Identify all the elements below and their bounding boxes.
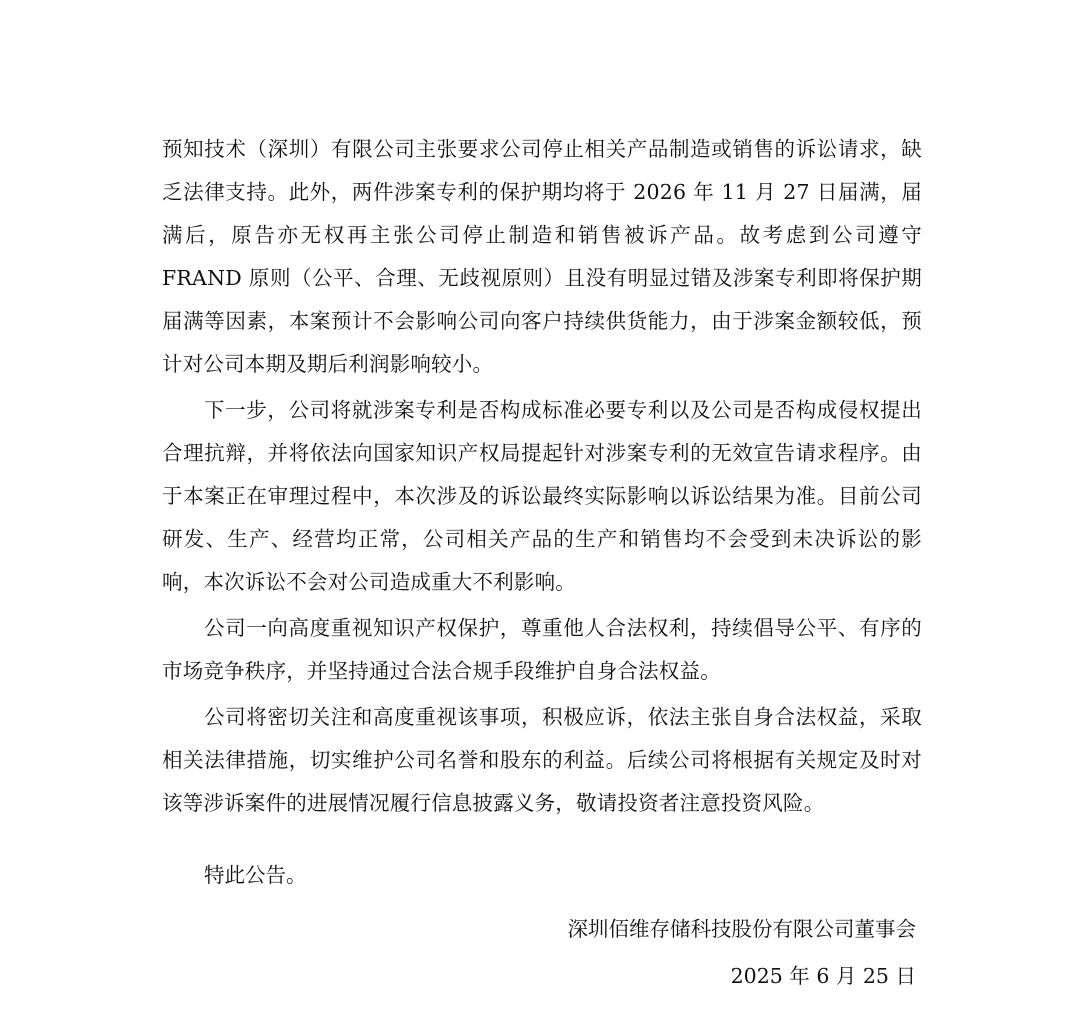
paragraph-disclosure: 公司将密切关注和高度重视该事项，积极应诉，依法主张自身合法权益，采取相关法律措施，切实维护公司名誉和股东的利益。后续公司将根据有关规定及时对该等涉诉案件的进展情况履行信息披露义务，敬请投资者注意投资风险。 [162,705,922,815]
announcement-date: 2025 年 6 月 25 日 [730,964,916,988]
board-signature: 深圳佰维存储科技股份有限公司董事会 [567,917,916,941]
paragraph-continuation: 预知技术（深圳）有限公司主张要求公司停止相关产品制造或销售的诉讼请求，缺乏法律支持。此外，两件涉案专利的保护期均将于 2026 年 11 月 27 日届满，届满后，原告亦无权再主张公司停止制造和销售被诉产品。故考虑到公司遵守 FRAND 原则（公平、合理、无歧视原则）且没有明显过错及涉案专利即将保护期届满等因素，本案预计不会影响公司向客户持续供货能力，由于涉案金额较低，预计对公司本期及期后利润影响较小。 [162,137,922,376]
paragraph-ip-protection: 公司一向高度重视知识产权保护，尊重他人合法权利，持续倡导公平、有序的市场竞争秩序，并坚持通过合法合规手段维护自身合法权益。 [162,616,922,683]
paragraph-next-steps: 下一步，公司将就涉案专利是否构成标准必要专利以及公司是否构成侵权提出合理抗辩，并将依法向国家知识产权局提起针对涉案专利的无效宣告请求程序。由于本案正在审理过程中，本次涉及的诉讼最终实际影响以诉讼结果为准。目前公司研发、生产、经营均正常，公司相关产品的生产和销售均不会受到未决诉讼的影响，本次诉讼不会对公司造成重大不利影响。 [162,398,922,594]
closing-statement: 特此公告。 [204,863,307,887]
announcement-body [162,128,922,828]
